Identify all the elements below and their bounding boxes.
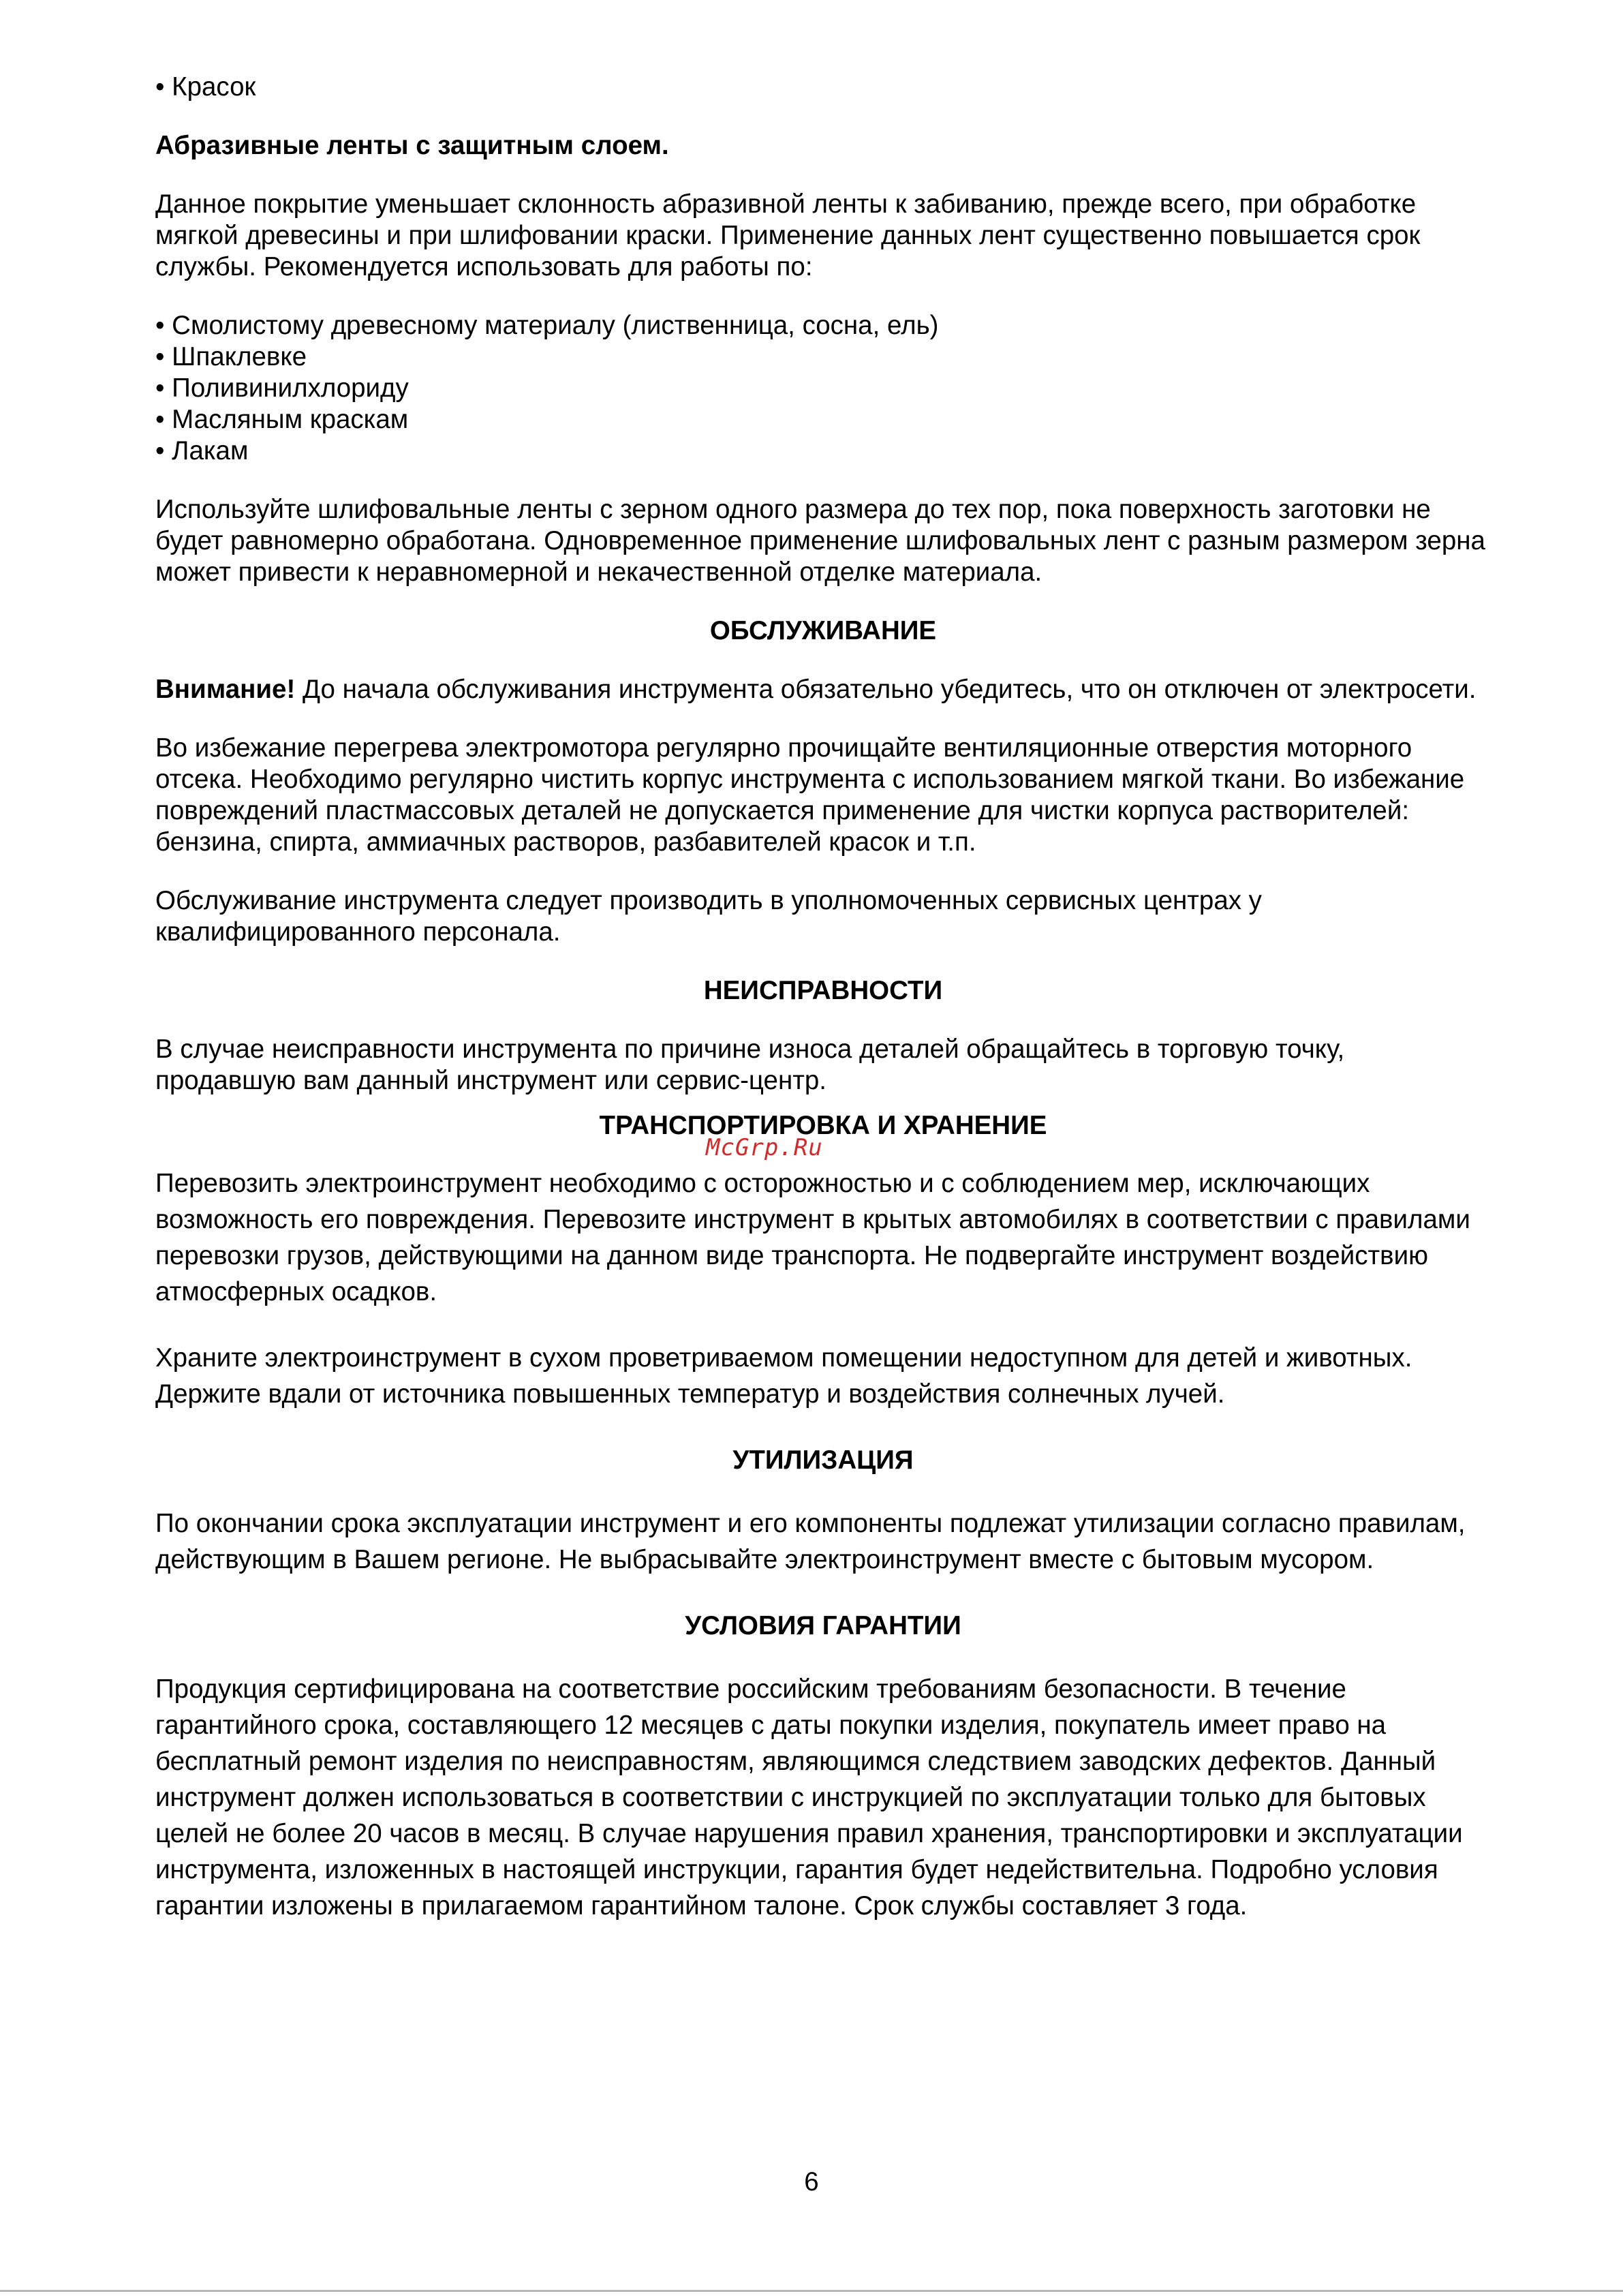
faults-heading: НЕИСПРАВНОСТИ xyxy=(703,976,943,1005)
list-item: • Поливинилхлориду xyxy=(155,373,409,403)
page-number: 6 xyxy=(804,2167,819,2196)
warning-text: До начала обслуживания инструмента обязательно убедитесь, что он отключен от электросети. xyxy=(295,675,1477,704)
transport-paragraph: Перевозить электроинструмент необходимо с осторожностью и с соблюдением мер, исключающих возможность его повреждения. Перевозите инструмент в крытых автомобилях в соответствии с правилами перевозки грузов, действующими на данном виде транспорта. Не подвергайте инструмент воздействию атмосферных осадков. xyxy=(155,1169,1470,1306)
grain-size-note: Используйте шлифовальные ленты с зерном одного размера до тех пор, пока поверхность заготовки не будет равномерно обработана. Одновременное применение шлифовальных лент с разным размером зерна может привести к неравномерной и некачественной отделке материала. xyxy=(155,495,1485,587)
list-item-paints: • Красок xyxy=(155,72,256,102)
list-item: • Смолистому древесному материалу (лиственница, сосна, ель) xyxy=(155,311,939,340)
warranty-heading: УСЛОВИЯ ГАРАНТИИ xyxy=(685,1611,961,1640)
list-item: • Шпаклевке xyxy=(155,342,307,371)
service-center-paragraph: Обслуживание инструмента следует производить в уполномоченных сервисных центрах у квалифицированного персонала. xyxy=(155,886,1262,947)
maintenance-paragraph: Во избежание перегрева электромотора регулярно прочищайте вентиляционные отверстия моторного отсека. Необходимо регулярно чистить корпус инструмента с использованием мягкой ткани. Во избежание повреждений пластмассовых деталей не допускается применение для чистки корпуса растворителей: бензина, спирта, аммиачных растворов, разбавителей красок и т.п. xyxy=(155,733,1465,857)
disposal-heading: УТИЛИЗАЦИЯ xyxy=(732,1445,914,1475)
material-list xyxy=(155,310,1491,467)
site-watermark: McGrp.Ru xyxy=(706,1134,823,1161)
faults-paragraph: В случае неисправности инструмента по причине износа деталей обращайтесь в торговую точку, продавшую вам данный инструмент или сервис-центр. xyxy=(155,1035,1345,1095)
warranty-paragraph: Продукция сертифицирована на соответствие российским требованиям безопасности. В течение гарантийного срока, составляющего 12 месяцев с даты покупки изделия, покупатель имеет право на бесплатный ремонт изделия по неисправностям, являющимся следствием заводских дефектов. Данный инструмент должен использоваться в соответствии с инструкцией по эксплуатации только для бытовых целей не более 20 часов в месяц. В случае нарушения правил хранения, транспортировки и эксплуатации инструмента, изложенных в настоящей инструкции, гарантия будет недействительна. Подробно условия гарантии изложены в прилагаемом гарантийном талоне. Срок службы составляет 3 года. xyxy=(155,1674,1463,1920)
transport-heading: ТРАНСПОРТИРОВКА И ХРАНЕНИЕ xyxy=(599,1111,1047,1140)
document-page xyxy=(155,72,1491,1954)
storage-paragraph: Храните электроинструмент в сухом проветриваемом помещении недоступном для детей и животных. Держите вдали от источника повышенных температур и воздействия солнечных лучей. xyxy=(155,1343,1412,1409)
coated-belts-heading: Абразивные ленты с защитным слоем. xyxy=(155,131,669,160)
disposal-paragraph: По окончании срока эксплуатации инструмент и его компоненты подлежат утилизации согласно правилам, действующим в Вашем регионе. Не выбрасывайте электроинструмент вместе с бытовым мусором. xyxy=(155,1509,1466,1574)
warning-label: Внимание! xyxy=(155,675,296,704)
list-item: • Масляным краскам xyxy=(155,405,409,434)
list-item: • Лакам xyxy=(155,436,249,465)
maintenance-heading: ОБСЛУЖИВАНИЕ xyxy=(709,616,937,645)
coated-belts-body: Данное покрытие уменьшает склонность абразивной ленты к забиванию, прежде всего, при обработке мягкой древесины и при шлифовании краски. Применение данных лент существенно повышается срок службы. Рекомендуется использовать для работы по: xyxy=(155,189,1421,281)
page-bottom-divider xyxy=(0,2290,1623,2292)
maintenance-warning xyxy=(155,674,1491,705)
